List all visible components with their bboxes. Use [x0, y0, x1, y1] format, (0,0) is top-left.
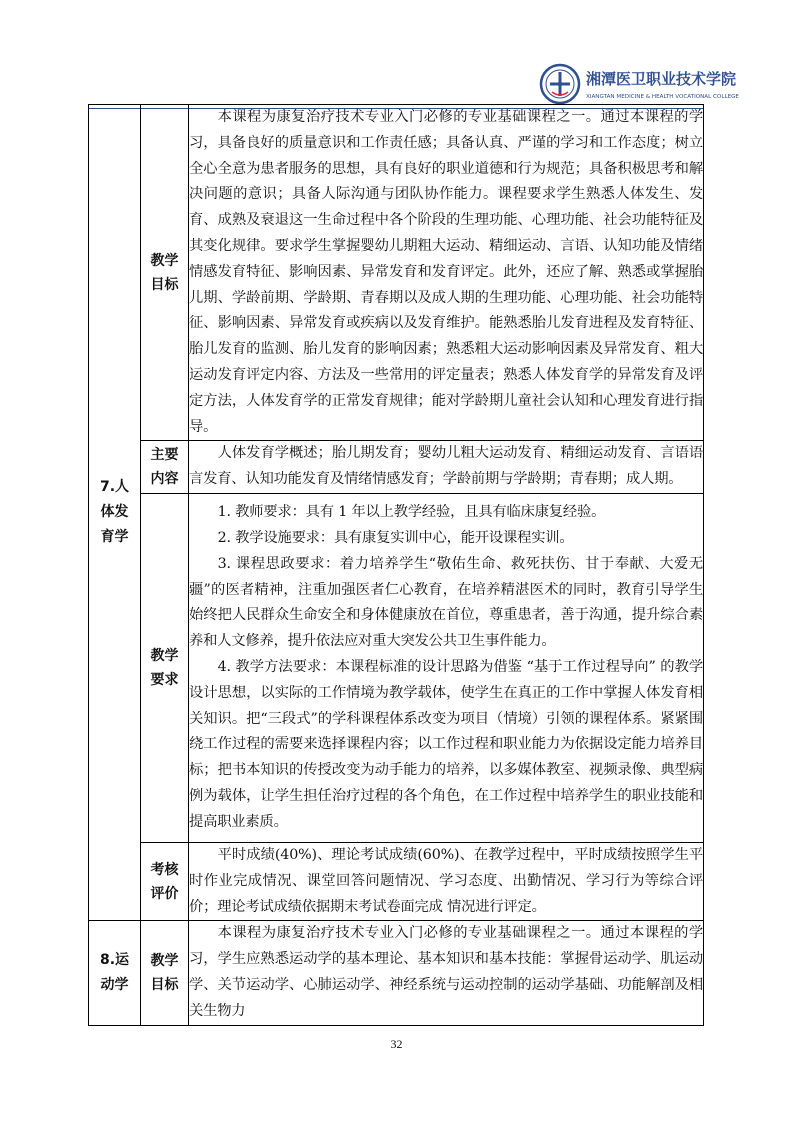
paragraph: 3. 课程思政要求：着力培养学生“敬佑生命、救死扶伤、甘于奉献、大爱无疆”的医者精神，注重加强医者仁心教育，在培养精湛医术的同时，教育引导学生始终把人民群众生命安全和身体健康放在首位，尊重患者，善于沟通，提升综合素养和人文修养，提升依法应对重大突发公共卫生事件能力。: [189, 555, 703, 650]
course-name-line: 7.人: [99, 479, 130, 496]
table-row: [89, 842, 704, 920]
course-name-line: 体发: [100, 504, 129, 521]
row-label-teaching-requirements: 教学 要求: [141, 493, 189, 842]
paragraph: 1. 教师要求：具有 1 年以上教学经验，且具有临床康复经验。: [217, 504, 606, 521]
teaching-goal-content: [189, 921, 704, 1025]
paragraph: 人体发育学概述；胎儿期发育；婴幼儿粗大运动发育、精细运动发育、言语语言发育、认知功能发育及情绪情感发育；学龄前期与学龄期；青春期；成人期。: [189, 445, 703, 488]
row-label-teaching-goal: 教学 目标: [141, 921, 189, 1025]
paragraph: 4. 教学方法要求：本课程标准的设计思路为借鉴 “基于工作过程导向” 的教学设计思想，以实际的工作情境为教学载体，使学生在真正的工作中掌握人体发育相关知识。把“三段式”的学科课程体系改变为项目（情境）引领的课程体系。紧紧围绕工作过程的需要来选择课程内容；以工作过程和职业能力为依据设定能力培养目标；把书本知识的传授改变为动手能力的培养，以多媒体教室、视频录像、典型病例为载体，让学生担任治疗过程的各个角色，在工作过程中培养学生的职业技能和提高职业素质。: [189, 659, 703, 830]
school-name-text: 湘潭医卫职业技术学院: [586, 70, 737, 88]
course-name-cell: [89, 105, 141, 921]
row-label-main-content: 主要 内容: [141, 441, 189, 494]
assessment-content: [189, 842, 704, 920]
table-row: [89, 493, 704, 842]
curriculum-table: [88, 104, 704, 1026]
course-name-line: 育学: [100, 529, 129, 546]
row-label-assessment: 考核 评价: [141, 842, 189, 920]
paragraph: 2. 教学设施要求：具有康复实训中心，能开设课程实训。: [217, 530, 574, 547]
page-number: 32: [390, 1037, 403, 1051]
school-logo: [538, 62, 748, 106]
main-content-text: [189, 441, 704, 494]
table-row: [89, 105, 704, 441]
course-name-cell: [89, 921, 141, 1025]
paragraph: 本课程为康复治疗技术专业入门必修的专业基础课程之一。通过本课程的学习，具备良好的质量意识和工作责任感；具备认真、严谨的学习和工作态度；树立全心全意为患者服务的思想，具有良好的职业道德和行为规范；具备积极思考和解决问题的意识；具备人际沟通与团队协作能力。课程要求学生熟悉人体发生、发育、成熟及衰退这一生命过程中各个阶段的生理功能、心理功能、社会功能特征及其变化规律。要求学生掌握婴幼儿期粗大运动、精细运动、言语、认知功能及情绪情感发育特征、影响因素、异常发育和发育评定。此外，还应了解、熟悉或掌握胎儿期、学龄前期、学龄期、青春期以及成人期的生理功能、心理功能、社会功能特征、影响因素、异常发育或疾病以及发育维护。能熟悉胎儿发育进程及发育特征、胎儿发育的监测、胎儿发育的影响因素；熟悉粗大运动影响因素及异常发育、粗大运动发育评定内容、方法及一些常用的评定量表；熟悉人体发育学的异常发育及评定方法，人体发育学的正常发育规律；能对学龄期儿童社会认知和心理发育进行指导。: [189, 109, 703, 435]
course-name-line: 动学: [100, 976, 129, 993]
table-row: [89, 921, 704, 1025]
table-row: [89, 441, 704, 494]
course-name-line: 8.运: [99, 951, 130, 968]
teaching-goal-content: [189, 105, 704, 441]
row-label-teaching-goal: 教学 目标: [141, 105, 189, 441]
school-name-en-text: XIANGTAN MEDICINE & HEALTH VOCATIONAL COLLEGE: [586, 94, 739, 100]
paragraph: 本课程为康复治疗技术专业入门必修的专业基础课程之一。通过本课程的学习，学生应熟悉运动学的基本理论、基本知识和基本技能：掌握骨运动学、肌运动学、关节运动学、心肺运动学、神经系统与运动控制的运动学基础、功能解剖及相关生物力: [189, 925, 703, 1019]
teaching-requirements-content: [189, 493, 704, 842]
paragraph: 平时成绩(40%)、理论考试成绩(60%)、在教学过程中，平时成绩按照学生平时作业完成情况、课堂回答问题情况、学习态度、出勤情况、学习行为等综合评价；理论考试成绩依据期末考试卷面完成 情况进行评定。: [189, 846, 703, 915]
